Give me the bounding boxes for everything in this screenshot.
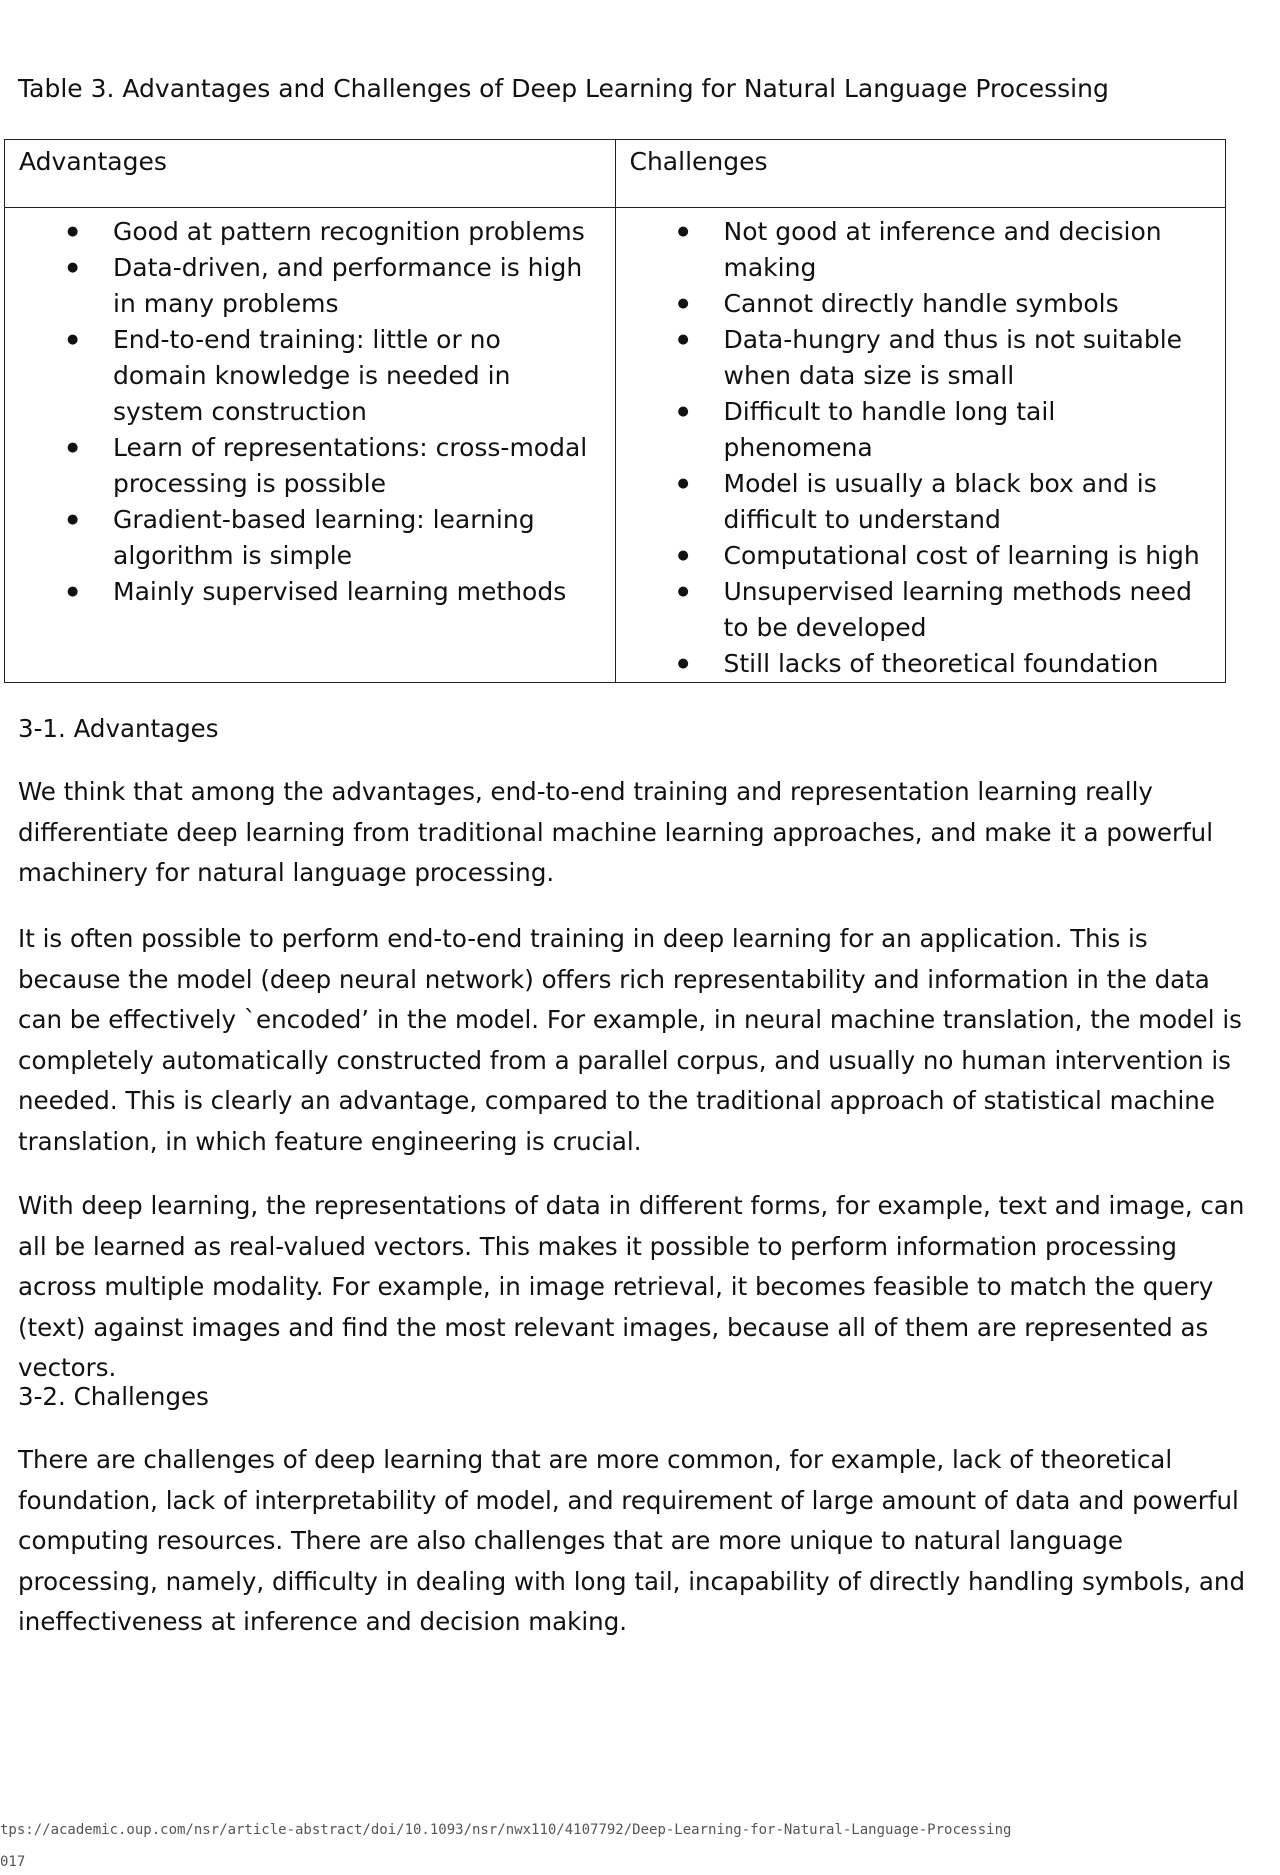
list-item: ● Still lacks of theoretical foundation	[616, 646, 1226, 682]
list-item: ● End-to-end training: little or no domain knowledge is needed in system construction	[5, 322, 615, 430]
list-item: ● Not good at inference and decision making	[616, 214, 1226, 286]
challenges-list	[616, 214, 1226, 682]
paragraph: We think that among the advantages, end-to-end training and representation learning really differentiate deep learning from traditional machine learning approaches, and make it a powerful machinery for natural language processing.	[18, 777, 1214, 887]
list-item: ● Unsupervised learning methods need to be developed	[616, 574, 1226, 646]
list-item: ● Data-driven, and performance is high in many problems	[5, 250, 615, 322]
section-heading-advantages: 3-1. Advantages	[18, 714, 219, 743]
paragraph: With deep learning, the representations of data in different forms, for example, text and image, can all be learned as real-valued vectors. This makes it possible to perform information processing across multiple modality. For example, in image retrieval, it becomes feasible to match the query (text) against images and find the most relevant images, because all of them are represented as vectors.	[18, 1191, 1245, 1382]
advantages-cell	[5, 208, 616, 683]
section-heading-challenges: 3-2. Challenges	[18, 1382, 209, 1411]
list-item: ● Good at pattern recognition problems	[5, 214, 615, 250]
challenges-header: Challenges	[615, 140, 1226, 208]
advantages-list	[5, 214, 615, 610]
list-item: ● Learn of representations: cross-modal processing is possible	[5, 430, 615, 502]
table-caption: Table 3. Advantages and Challenges of Deep Learning for Natural Language Processing	[18, 74, 1109, 103]
list-item: ● Data-hungry and thus is not suitable when data size is small	[616, 322, 1226, 394]
list-item: ● Computational cost of learning is high	[616, 538, 1226, 574]
advantages-challenges-table	[4, 139, 1226, 683]
paragraph: There are challenges of deep learning that are more common, for example, lack of theoretical foundation, lack of interpretability of model, and requirement of large amount of data and powerful computing resources. There are also challenges that are more unique to natural language processing, namely, difficulty in dealing with long tail, incapability of directly handling symbols, and ineffectiveness at inference and decision making.	[18, 1445, 1245, 1636]
list-item: ● Cannot directly handle symbols	[616, 286, 1226, 322]
list-item: ● Difficult to handle long tail phenomena	[616, 394, 1226, 466]
list-item: ● Gradient-based learning: learning algorithm is simple	[5, 502, 615, 574]
challenges-cell	[615, 208, 1226, 683]
list-item: ● Mainly supervised learning methods	[5, 574, 615, 610]
footer-url: tps://academic.oup.com/nsr/article-abstract/doi/10.1093/nsr/nwx110/4107792/Deep-Learning-for-Natural-Language-Processing	[0, 1822, 1012, 1838]
advantages-header: Advantages	[5, 140, 616, 208]
list-item: ● Model is usually a black box and is difficult to understand	[616, 466, 1226, 538]
paragraph: It is often possible to perform end-to-end training in deep learning for an application. This is because the model (deep neural network) offers rich representability and information in the data can be effectively `encoded’ in the model. For example, in neural machine translation, the model is completely automatically constructed from a parallel corpus, and usually no human intervention is needed. This is clearly an advantage, compared to the traditional approach of statistical machine translation, in which feature engineering is crucial.	[18, 924, 1242, 1156]
footer-year: 017	[0, 1854, 26, 1870]
